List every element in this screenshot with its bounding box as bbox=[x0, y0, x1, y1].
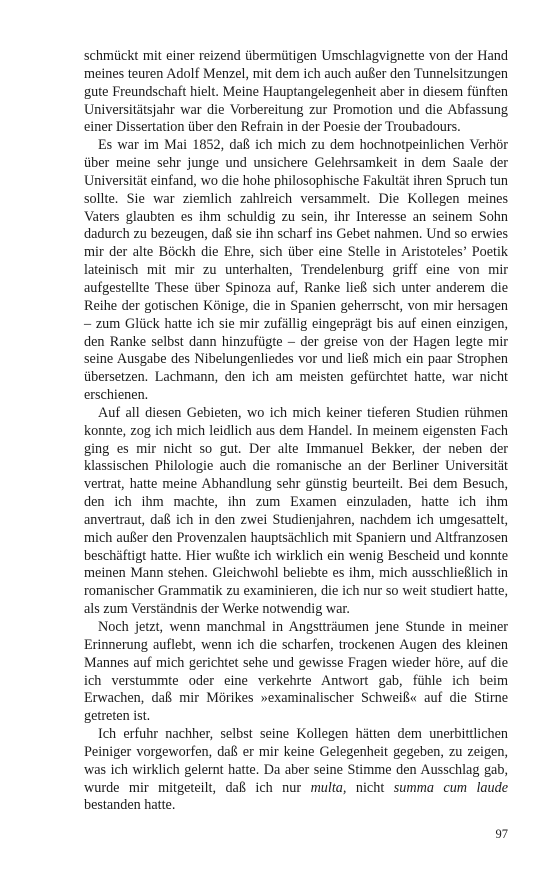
italic-summa-cum-laude: summa cum laude bbox=[393, 779, 509, 796]
paragraph-1: schmückt mit einer reizend übermütigen Umschlagvignette von der Hand meines teuren Adolf Menzel, mit dem ich auch außer den Tunnelsitzungen gute Freundschaft hielt. Meine Hauptangelegenheit aber in diesem fünften Universitätsjahr war die Vorbereitung zur Promotion und die Abfassung einer Dissertation über den Refrain in der Poesie der Troubadours. bbox=[84, 48, 508, 136]
paragraph-5 bbox=[84, 726, 508, 815]
paragraph-2: Es war im Mai 1852, daß ich mich zu dem hochnotpeinlichen Verhör über meine sehr junge und unsichere Gelehrsamkeit in dem Saale der Universität einfand, wo die hohe philosophische Fakultät ihren Spruch tun sollte. Sie war ziemlich zahlreich versammelt. Die Kollegen meines Vaters glaubten es ihm schuldig zu sein, ihr Interesse an seinem Sohn dadurch zu bezeugen, daß sie ihn scharf ins Gebet nahmen. Und so erwies mir der alte Böckh die Ehre, sich über eine Stelle in Aristoteles’ Poetik lateinisch mit mir zu unterhalten, Trendelenburg griff eine von mir aufgestellte These über Spinoza auf, Ranke ließ sich unter anderem die Reihe der gotischen Könige, die in Spanien geherrscht, von mir hersagen – zum Glück hatte ich sie mir zufällig eingeprägt bis auf einen einzigen, den Ranke selbst dann hinzufügte – der greise von der Hagen legte mir seine Ausgabe des Nibelungenliedes vor und ließ mich ein paar Strophen übersetzen. Lachmann, den ich am meisten gefürchtet hatte, war nicht erschienen. bbox=[84, 137, 508, 404]
paragraph-5-text-between: nicht bbox=[346, 779, 394, 796]
italic-multa: multa, bbox=[310, 779, 347, 796]
paragraph-5-text-start: Ich erfuhr nachher, selbst seine Kollegen hätten dem unerbittlichen Peiniger vorgeworfen, daß er mir keine Gelegenheit gegeben, zu zeigen, was ich wirklich gelernt hatte. Da aber seine Stimme den Ausschlag gab, wurde mir mitgeteilt, daß ich nur bbox=[84, 726, 508, 796]
page-text-block bbox=[84, 48, 508, 815]
paragraph-3: Auf all diesen Gebieten, wo ich mich keiner tieferen Studien rühmen konnte, zog ich mich leidlich aus dem Handel. In meinem eigensten Fach ging es mir nicht so gut. Der alte Immanuel Bekker, der neben der klassischen Philologie auch die romanische an der Berliner Universität vertrat, hatte meine Abhandlung sehr günstig beurteilt. Bei dem Besuch, den ich ihm machte, ihn zum Examen einzuladen, hatte ich ihm anvertraut, daß ich in den zwei Studienjahren, nachdem ich umgesattelt, mich außer den Provenzalen hauptsächlich mit Spaniern und Altfranzosen beschäftigt hatte. Hier wußte ich wirklich ein wenig Bescheid und konnte meinen Mann stehen. Gleichwohl beliebte es ihm, mich ausschließlich in romanischer Grammatik zu examinieren, die ich nur so weit studiert hatte, als zum Verständnis der Werke notwendig war. bbox=[84, 404, 508, 618]
paragraph-4: Noch jetzt, wenn manchmal in Angstträumen jene Stunde in meiner Erinnerung auflebt, wenn ich die scharfen, trockenen Augen des kleinen Mannes auf mich gerichtet sehe und gewisse Fragen wieder höre, auf die ich verstummte oder eine verkehrte Antwort gab, fühle ich beim Erwachen, daß mir Mörikes »examinalischer Schweiß« auf die Stirne getreten ist. bbox=[84, 619, 508, 725]
page-number: 97 bbox=[495, 827, 508, 841]
paragraph-5-text-end: bestanden hatte. bbox=[84, 797, 176, 814]
